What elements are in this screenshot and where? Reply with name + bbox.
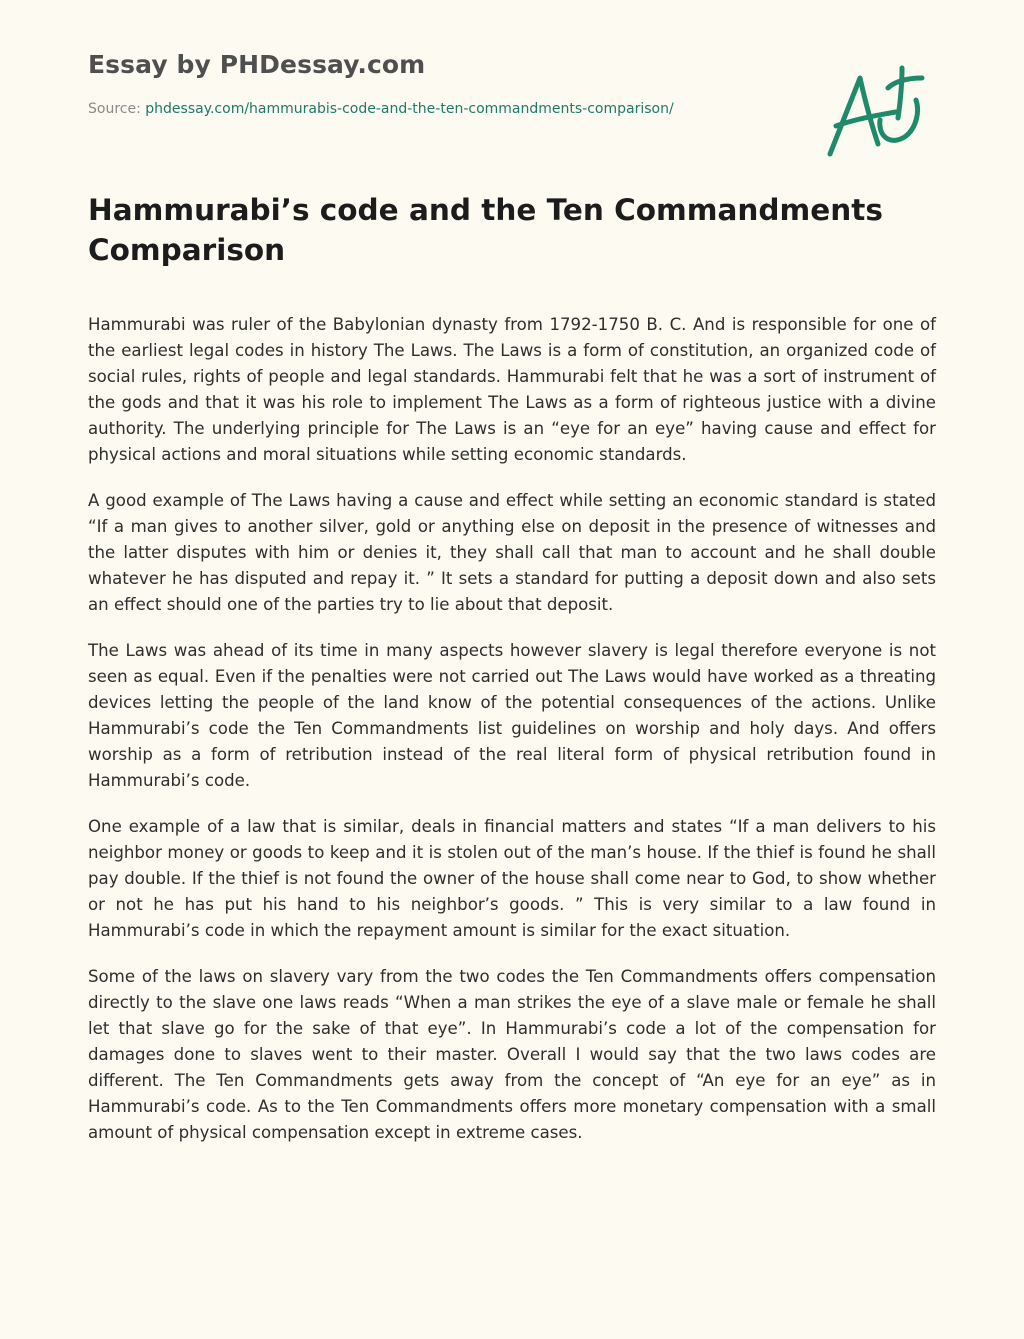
a-plus-logo bbox=[822, 62, 932, 162]
paragraph: One example of a law that is similar, deals in financial matters and states “If a man delivers to his neighbor money or goods to keep and it is stolen out of the man’s house. If the thief is found he shall pay double. If the thief is not found the owner of the house shall come near to God, to show whether or not he has put his hand to his neighbor’s goods. ” This is very similar to a law found in Hammurabi’s code in which the repayment amount is similar for the exact situation. bbox=[88, 817, 936, 940]
source-link[interactable]: phdessay.com/hammurabis-code-and-the-ten-commandments-comparison/ bbox=[145, 101, 674, 117]
source-line bbox=[88, 101, 674, 117]
a-plus-logo-icon bbox=[822, 62, 932, 162]
paragraph: A good example of The Laws having a cause and effect while setting an economic standard is stated “If a man gives to another silver, gold or anything else on deposit in the presence of witnesses and the latter disputes with him or denies it, they shall call that man to account and he shall double whatever he has disputed and repay it. ” It sets a standard for putting a deposit down and also sets an effect should one of the parties try to lie about that deposit. bbox=[88, 491, 936, 614]
paragraph: Hammurabi was ruler of the Babylonian dynasty from 1792-1750 B. C. And is responsible for one of the earliest legal codes in history The Laws. The Laws is a form of constitution, an organized code of social rules, rights of people and legal standards. Hammurabi felt that he was a sort of instrument of the gods and that it was his role to implement The Laws as a form of righteous justice with a divine authority. The underlying principle for The Laws is an “eye for an eye” having cause and effect for physical actions and moral situations while setting economic standards. bbox=[88, 315, 936, 464]
paragraph: Some of the laws on slavery vary from the two codes the Ten Commandments offers compensation directly to the slave one laws reads “When a man strikes the eye of a slave male or female he shall let that slave go for the sake of that eye”. In Hammurabi’s code a lot of the compensation for damages done to slaves went to their master. Overall I would say that the two laws codes are different. The Ten Commandments gets away from the concept of “An eye for an eye” as in Hammurabi’s code. As to the Ten Commandments offers more monetary compensation with a small amount of physical compensation except in extreme cases. bbox=[88, 967, 936, 1142]
page-title: Hammurabi’s code and the Ten Commandments Comparison bbox=[88, 193, 883, 267]
source-label: Source: bbox=[88, 101, 146, 117]
essay-body bbox=[88, 312, 936, 1166]
site-brand[interactable]: Essay by PHDessay.com bbox=[88, 50, 426, 79]
paragraph: The Laws was ahead of its time in many aspects however slavery is legal therefore everyone is not seen as equal. Even if the penalties were not carried out The Laws would have worked as a threating devices letting the people of the land know of the potential consequences of the actions. Unlike Hammurabi’s code the Ten Commandments list guidelines on worship and holy days. And offers worship as a form of retribution instead of the real literal form of physical retribution found in Hammurabi’s code. bbox=[88, 641, 936, 790]
